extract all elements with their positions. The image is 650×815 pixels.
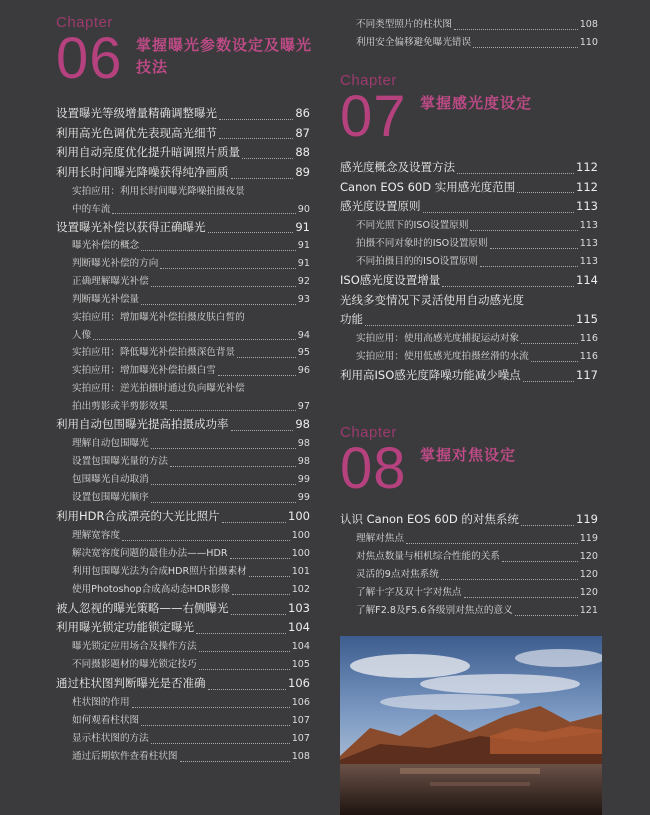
toc-entry xyxy=(56,507,310,527)
toc-entry-label: 曝光补偿的概念 xyxy=(72,240,140,252)
toc-entry xyxy=(56,415,310,435)
toc-page-number: 121 xyxy=(579,604,598,616)
toc-page-number: 112 xyxy=(576,179,598,194)
toc-leader-dots xyxy=(406,543,578,544)
toc-page-number: 117 xyxy=(576,368,598,383)
toc-entry-label: 不同光照下的ISO设置原则 xyxy=(356,220,469,232)
toc-entry-label: 设置曝光等级增量精确调整曝光 xyxy=(56,105,217,120)
toc-leader-dots xyxy=(249,576,290,577)
chapter-title: 掌握对焦设定 xyxy=(420,446,517,464)
toc-entry-label: 拍出剪影或半剪影效果 xyxy=(72,401,168,413)
toc-entry-label: 实拍应用：逆光拍摄时通过负向曝光补偿 xyxy=(72,383,245,395)
toc-entry xyxy=(56,218,310,238)
toc-entry xyxy=(340,16,598,34)
toc-page-number: 101 xyxy=(291,565,310,577)
toc-page-number: 95 xyxy=(297,347,310,359)
toc-entry-label: 设置包围曝光量的方法 xyxy=(72,456,168,468)
toc-page-number: 115 xyxy=(576,312,598,327)
toc-entry-label: 感光度设置原则 xyxy=(340,199,421,214)
toc-entry-label: 不同类型照片的柱状图 xyxy=(356,19,452,30)
toc-entry-label: 实拍应用：增加曝光补偿拍摄皮肤白皙的 xyxy=(72,312,245,324)
toc-leader-dots xyxy=(141,250,296,251)
toc-entry-label: 感光度概念及设置方法 xyxy=(340,159,455,174)
toc-leader-dots xyxy=(170,410,296,411)
toc-page-number: 91 xyxy=(295,219,310,234)
toc-leader-dots xyxy=(441,579,578,580)
toc-page-number: 112 xyxy=(576,159,598,174)
toc-page-number: 116 xyxy=(579,351,598,363)
toc-entry xyxy=(56,237,310,255)
toc-leader-dots xyxy=(151,502,296,503)
toc-entry-label: 人像 xyxy=(72,330,92,342)
chapter-number: 08 xyxy=(340,436,407,501)
toc-entry xyxy=(340,548,598,566)
toc-entry-label: 实拍应用：降低曝光补偿拍摄深色背景 xyxy=(72,347,236,359)
toc-leader-dots xyxy=(454,29,578,30)
toc-entry xyxy=(56,380,310,398)
toc-entry xyxy=(340,178,598,198)
toc-page-number: 100 xyxy=(288,509,310,524)
toc-leader-dots xyxy=(242,158,293,159)
toc-page-number: 102 xyxy=(291,583,310,595)
toc-leader-dots xyxy=(473,47,578,48)
toc-entry-label: 灵活的9点对焦系统 xyxy=(356,568,439,580)
toc-entry xyxy=(56,712,310,730)
toc-entry xyxy=(340,530,598,548)
toc-entry-label: 被人忽视的曝光策略——右侧曝光 xyxy=(56,600,229,615)
toc-leader-dots xyxy=(199,669,290,670)
toc-page-number: 90 xyxy=(297,203,310,215)
toc-leader-dots xyxy=(160,268,295,269)
toc-entry xyxy=(340,348,598,366)
toc-entry-label: 理解宽容度 xyxy=(72,529,120,541)
toc-entry-label: 利用包围曝光法为合成HDR照片拍摄素材 xyxy=(72,565,247,577)
toc-entry xyxy=(56,435,310,453)
toc-leader-dots xyxy=(180,761,290,762)
toc-leader-dots xyxy=(490,248,578,249)
toc-entry-label: 使用Photoshop合成高动态HDR影像 xyxy=(72,583,231,595)
chapter-number: 06 xyxy=(56,26,123,91)
toc-entry xyxy=(340,158,598,178)
toc-entry-label: 实拍应用：使用低感光度拍摄丝滑的水流 xyxy=(356,351,529,363)
toc-page-number: 120 xyxy=(579,586,598,598)
toc-page-number: 113 xyxy=(579,220,598,232)
landscape-photo xyxy=(340,636,602,815)
toc-page-number: 106 xyxy=(291,696,310,708)
toc-leader-dots xyxy=(365,325,574,326)
toc-page-number: 91 xyxy=(297,258,310,270)
toc-leader-dots xyxy=(521,343,578,344)
toc-page-number: 104 xyxy=(291,641,310,653)
toc-entry xyxy=(56,674,310,694)
toc-entry-label: 通过后期软件查看柱状图 xyxy=(72,750,178,762)
toc-leader-dots xyxy=(141,304,296,305)
toc-entry xyxy=(56,327,310,344)
toc-entry xyxy=(340,510,598,530)
chapter-title: 掌握感光度设定 xyxy=(420,94,533,112)
toc-entry xyxy=(340,253,598,271)
toc-page-number: 120 xyxy=(579,550,598,562)
toc-entry-label: 解决宽容度问题的最佳办法——HDR xyxy=(72,547,228,559)
toc-page-number: 114 xyxy=(576,273,598,288)
toc-leader-dots xyxy=(230,558,290,559)
toc-entry xyxy=(56,344,310,362)
toc-entry-label: 光线多变情况下灵活使用自动感光度 xyxy=(340,292,524,307)
toc-entry-label: Canon EOS 60D 实用感光度范围 xyxy=(340,179,516,194)
toc-leader-dots xyxy=(132,707,290,708)
toc-entry-label: 中的车流 xyxy=(72,203,111,215)
chapter-label: Chapter xyxy=(340,72,397,89)
toc-leader-dots xyxy=(464,597,578,598)
toc-entry xyxy=(56,183,310,201)
chapter-title: 掌握曝光参数设定及曝光技法 xyxy=(136,36,313,76)
toc-page-number: 86 xyxy=(295,105,310,120)
toc-page-number: 93 xyxy=(297,294,310,306)
toc-leader-dots xyxy=(93,339,296,340)
toc-entry-label: 实拍应用：利用长时间曝光降噪拍摄夜景 xyxy=(72,185,245,197)
toc-entry xyxy=(56,124,310,144)
toc-entry xyxy=(56,398,310,415)
toc-leader-dots xyxy=(218,375,296,376)
toc-leader-dots xyxy=(231,178,294,179)
toc-page-number: 108 xyxy=(579,19,598,30)
toc-entry xyxy=(56,309,310,327)
toc-leader-dots xyxy=(531,361,578,362)
toc-leader-dots xyxy=(231,614,287,615)
toc-entry xyxy=(56,489,310,507)
toc-leader-dots xyxy=(199,651,290,652)
toc-page-number: 106 xyxy=(288,676,310,691)
toc-leader-dots xyxy=(423,212,575,213)
toc-entry-label: 曝光锁定应用场合及操作方法 xyxy=(72,641,197,653)
toc-leader-dots xyxy=(237,357,296,358)
toc-leader-dots xyxy=(219,138,293,139)
toc-entry-label: 理解自动包围曝光 xyxy=(72,438,149,450)
toc-page-number: 97 xyxy=(297,401,310,413)
toc-page-number: 107 xyxy=(291,714,310,726)
toc-entry-label: 通过柱状图判断曝光是否准确 xyxy=(56,676,206,691)
toc-leader-dots xyxy=(219,119,293,120)
toc-page-number: 98 xyxy=(297,438,310,450)
toc-entry-label: 拍摄不同对象时的ISO设置原则 xyxy=(356,238,488,250)
toc-entry xyxy=(56,471,310,489)
toc-page-number: 98 xyxy=(297,456,310,468)
toc-entry xyxy=(340,602,598,620)
toc-page-number: 94 xyxy=(297,330,310,342)
toc-entry-label: 利用长时间曝光降噪获得纯净画质 xyxy=(56,165,229,180)
toc-entry-label: 利用自动包围曝光提高拍摄成功率 xyxy=(56,417,229,432)
toc-entry xyxy=(56,201,310,218)
toc-entry-label: 不同拍摄目的的ISO设置原则 xyxy=(356,256,479,268)
toc-entry-label: 柱状图的作用 xyxy=(72,696,130,708)
toc-leader-dots xyxy=(517,192,574,193)
chapter-06-section xyxy=(56,14,313,766)
toc-leader-dots xyxy=(470,230,577,231)
toc-entry-label: 利用安全偏移避免曝光错误 xyxy=(356,37,472,48)
toc-entry xyxy=(340,235,598,253)
toc-entry-label: 如何观看柱状图 xyxy=(72,714,140,726)
toc-entry-label: 理解对焦点 xyxy=(356,532,404,544)
toc-entry xyxy=(56,730,310,748)
toc-entry-label: 功能 xyxy=(340,312,363,327)
toc-entry-label: 认识 Canon EOS 60D 的对焦系统 xyxy=(340,511,519,526)
toc-leader-dots xyxy=(442,286,574,287)
toc-entry xyxy=(340,291,598,311)
toc-leader-dots xyxy=(521,525,574,526)
chapter-08-section xyxy=(340,424,598,620)
toc-entry-label: 利用高光色调优先表现高光细节 xyxy=(56,125,217,140)
toc-page-number: 110 xyxy=(579,37,598,48)
toc-entry xyxy=(56,255,310,273)
toc-entry xyxy=(340,566,598,584)
toc-entry xyxy=(56,563,310,581)
toc-leader-dots xyxy=(523,381,574,382)
toc-entry-label: 包围曝光自动取消 xyxy=(72,474,149,486)
toc-leader-dots xyxy=(222,522,287,523)
toc-entry xyxy=(56,453,310,471)
toc-page-number: 113 xyxy=(576,199,598,214)
toc-entry xyxy=(56,694,310,712)
toc-entry xyxy=(56,143,310,163)
toc-entry-label: 设置包围曝光顺序 xyxy=(72,492,149,504)
toc-entry xyxy=(56,273,310,291)
toc-leader-dots xyxy=(515,615,578,616)
toc-page-number: 91 xyxy=(297,240,310,252)
toc-entry xyxy=(56,163,310,183)
toc-page-number: 100 xyxy=(291,547,310,559)
toc-entry-label: 判断曝光补偿量 xyxy=(72,294,140,306)
toc-page-number: 108 xyxy=(291,750,310,762)
toc-entry-label: 判断曝光补偿的方向 xyxy=(72,258,159,270)
toc-page-number: 119 xyxy=(576,511,598,526)
toc-page-number: 98 xyxy=(295,417,310,432)
toc-entry-label: 了解十字及双十字对焦点 xyxy=(356,586,462,598)
toc-entry xyxy=(340,217,598,235)
toc-page-number: 104 xyxy=(288,620,310,635)
toc-entry xyxy=(340,271,598,291)
toc-entry-label: 对焦点数量与相机综合性能的关系 xyxy=(356,550,500,562)
toc-leader-dots xyxy=(170,466,296,467)
toc-leader-dots xyxy=(151,448,296,449)
chapter-06-continued xyxy=(340,16,598,52)
toc-leader-dots xyxy=(457,173,574,174)
toc-leader-dots xyxy=(480,266,578,267)
toc-entry xyxy=(56,581,310,599)
toc-page-number: 89 xyxy=(295,165,310,180)
toc-entry xyxy=(56,291,310,309)
toc-page-number: 120 xyxy=(579,568,598,580)
toc-entry xyxy=(56,545,310,563)
toc-leader-dots xyxy=(151,484,296,485)
toc-list-ch08 xyxy=(340,510,598,620)
toc-entry-label: 设置曝光补偿以获得正确曝光 xyxy=(56,219,206,234)
chapter-label: Chapter xyxy=(56,14,113,31)
toc-page-number: 107 xyxy=(291,732,310,744)
chapter-08-header xyxy=(340,424,598,510)
toc-list-ch07 xyxy=(340,158,598,386)
toc-page-number: 88 xyxy=(295,145,310,160)
toc-entry-label: ISO感光度设置增量 xyxy=(340,273,441,288)
toc-page-number: 100 xyxy=(291,529,310,541)
toc-page-number: 116 xyxy=(579,333,598,345)
toc-entry-label: 实拍应用：使用高感光度捕捉运动对象 xyxy=(356,333,520,345)
toc-leader-dots xyxy=(141,725,290,726)
toc-entry xyxy=(56,104,310,124)
toc-leader-dots xyxy=(151,286,296,287)
toc-leader-dots xyxy=(208,232,294,233)
toc-entry-label: 利用HDR合成漂亮的大光比照片 xyxy=(56,509,220,524)
toc-page-number: 103 xyxy=(288,600,310,615)
toc-leader-dots xyxy=(232,594,290,595)
toc-page-number: 113 xyxy=(579,256,598,268)
toc-entry xyxy=(56,656,310,674)
chapter-number: 07 xyxy=(340,84,407,149)
toc-entry xyxy=(56,748,310,766)
toc-entry xyxy=(340,310,598,330)
toc-page-number: 99 xyxy=(297,492,310,504)
toc-entry xyxy=(340,584,598,602)
toc-entry-label: 利用高ISO感光度降噪功能减少噪点 xyxy=(340,368,521,383)
toc-page-number: 105 xyxy=(291,659,310,671)
toc-page-number: 96 xyxy=(297,365,310,377)
toc-entry-label: 实拍应用：增加曝光补偿拍摄白雪 xyxy=(72,365,216,377)
toc-list-ch06-continued xyxy=(340,16,598,52)
toc-page-number: 87 xyxy=(295,125,310,140)
toc-page-number: 92 xyxy=(297,276,310,288)
toc-leader-dots xyxy=(151,743,290,744)
chapter-06-header xyxy=(56,14,313,100)
chapter-07-section xyxy=(340,72,598,386)
toc-page-number: 99 xyxy=(297,474,310,486)
toc-leader-dots xyxy=(208,689,287,690)
toc-entry-label: 了解F2.8及F5.6各级别对焦点的意义 xyxy=(356,604,513,616)
toc-entry xyxy=(56,619,310,639)
chapter-label: Chapter xyxy=(340,424,397,441)
toc-entry xyxy=(340,366,598,386)
toc-entry-label: 不同摄影题材的曝光锁定技巧 xyxy=(72,659,197,671)
toc-entry xyxy=(340,197,598,217)
toc-list-ch06 xyxy=(56,104,310,766)
toc-page-number: 113 xyxy=(579,238,598,250)
toc-leader-dots xyxy=(112,213,295,214)
toc-entry xyxy=(340,34,598,52)
toc-entry xyxy=(56,527,310,545)
toc-leader-dots xyxy=(122,540,290,541)
toc-entry-label: 利用自动亮度优化提升暗调照片质量 xyxy=(56,145,240,160)
landscape-photo-image xyxy=(340,636,602,815)
toc-entry-label: 利用曝光锁定功能锁定曝光 xyxy=(56,620,194,635)
toc-leader-dots xyxy=(231,430,294,431)
toc-entry-label: 正确理解曝光补偿 xyxy=(72,276,149,288)
toc-entry xyxy=(340,330,598,348)
toc-leader-dots xyxy=(502,561,578,562)
toc-entry xyxy=(56,599,310,619)
chapter-07-header xyxy=(340,72,598,158)
toc-entry xyxy=(56,638,310,656)
toc-entry-label: 显示柱状图的方法 xyxy=(72,732,149,744)
toc-entry xyxy=(56,362,310,380)
toc-leader-dots xyxy=(196,633,286,634)
toc-page-number: 119 xyxy=(579,532,598,544)
